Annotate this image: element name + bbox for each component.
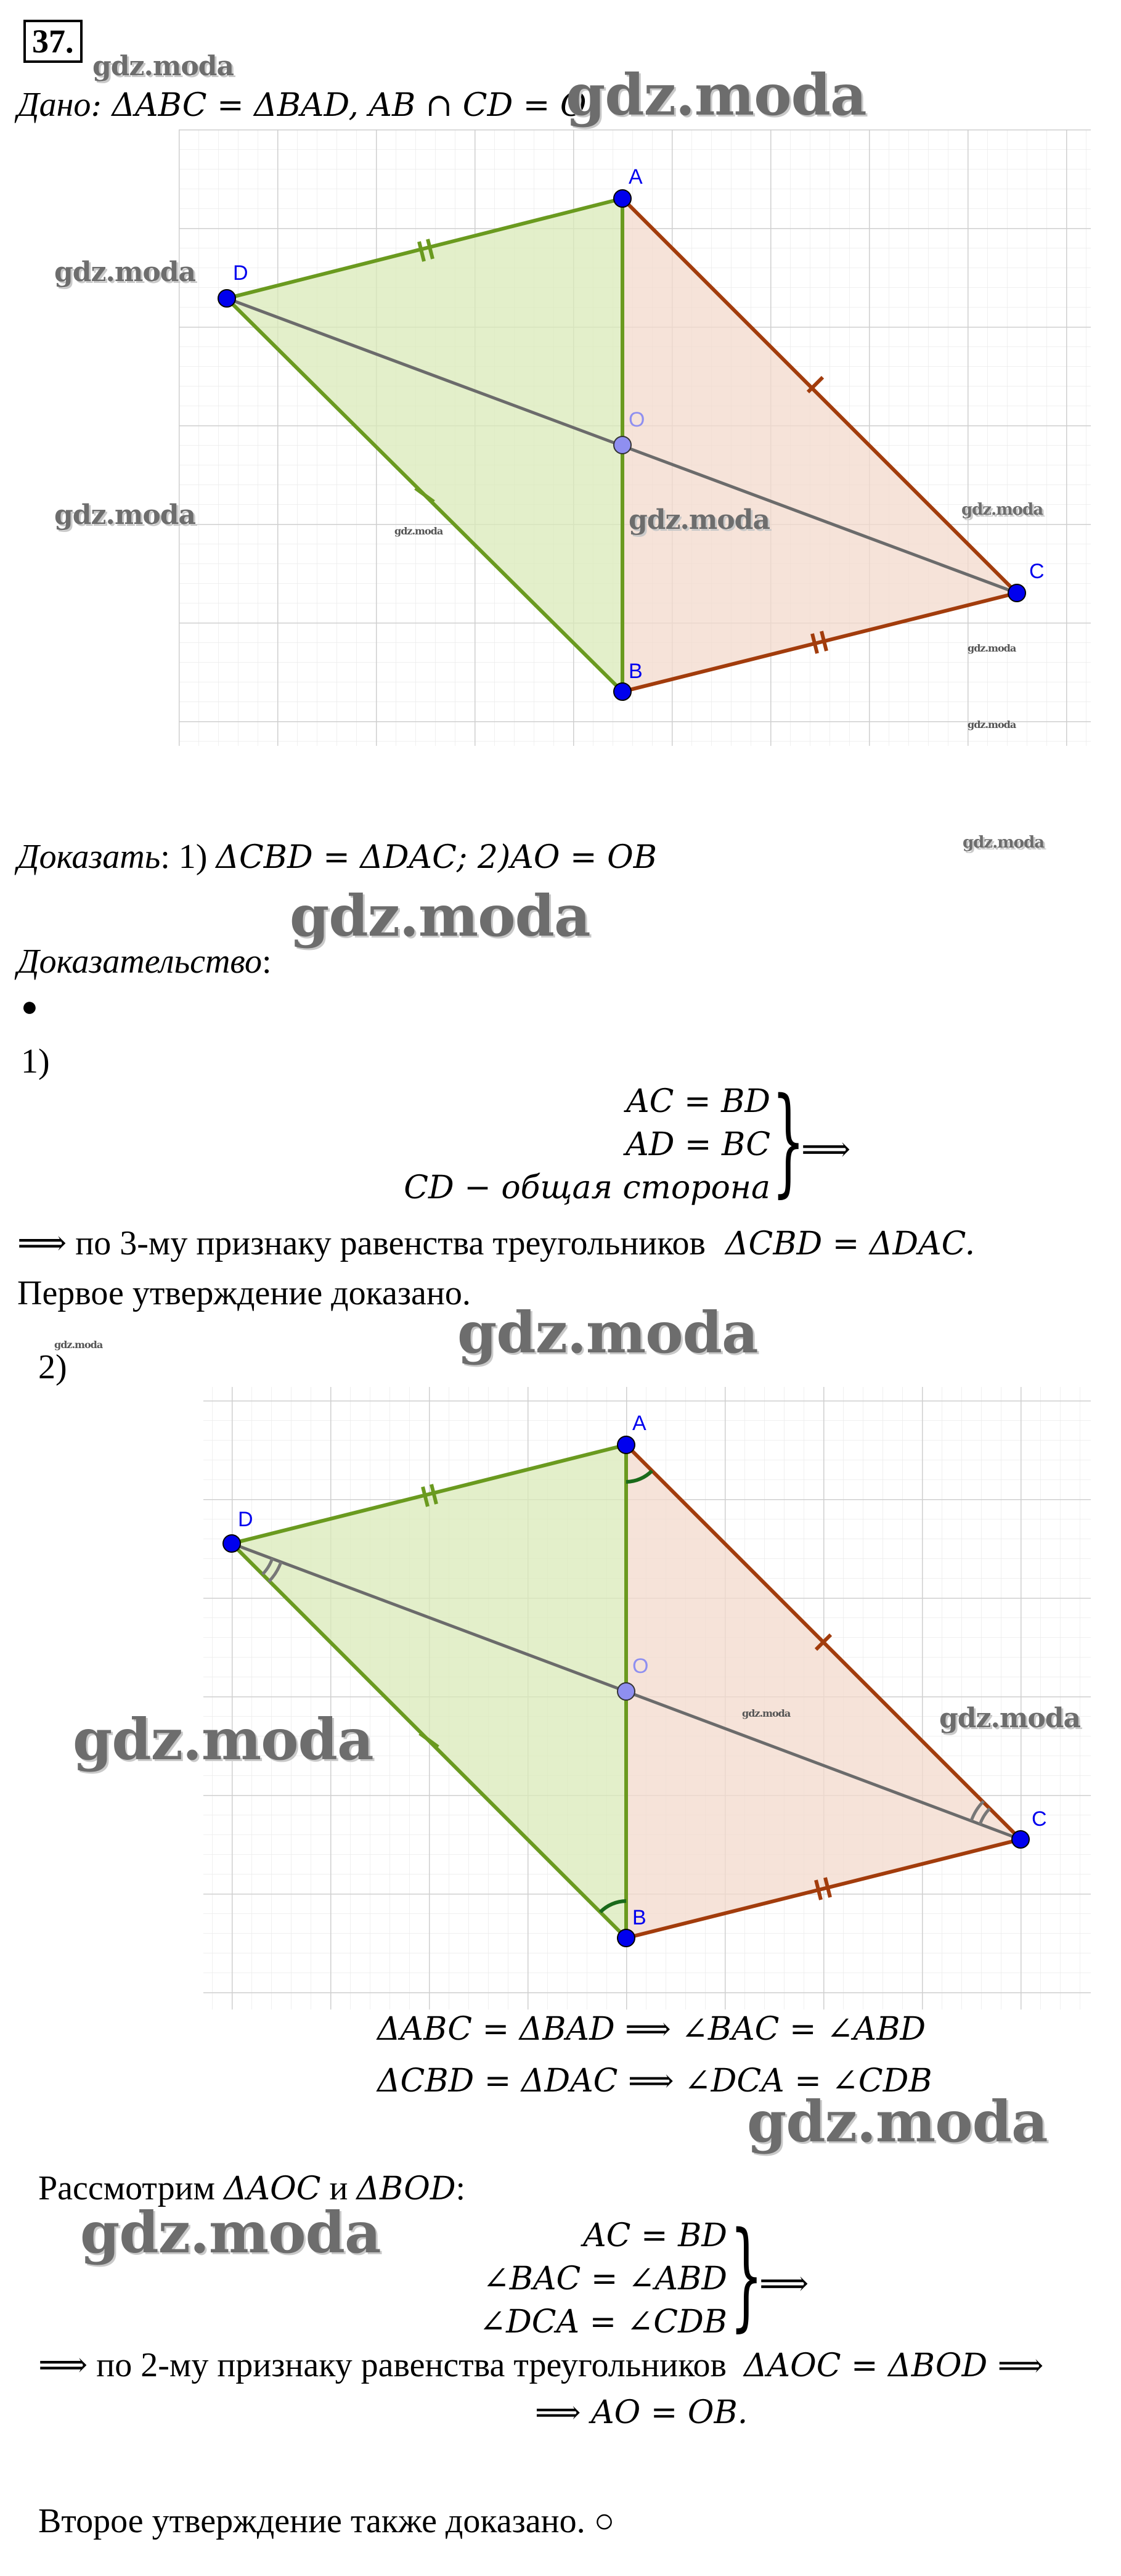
watermark: gdz.moda (54, 1339, 103, 1351)
watermark: gdz.moda (939, 1703, 1081, 1734)
consider-colon: : (455, 2169, 466, 2207)
proof-colon: : (261, 942, 272, 981)
label-d: D (233, 261, 248, 285)
part1-done: Первое утверждение доказано. (17, 1274, 471, 1312)
right-brace: } (730, 2207, 764, 2343)
prove-prefix: : 1) (160, 838, 216, 876)
part2-label: 2) (38, 1348, 67, 1386)
watermark: gdz.moda (73, 1706, 373, 1773)
watermark: gdz.moda (742, 1707, 791, 1719)
consider-prefix: Рассмотрим (38, 2169, 215, 2207)
part2-conclusion-prefix: ⟹ по 2-му признаку равенства треугольников (38, 2346, 727, 2384)
watermark: gdz.moda (566, 62, 866, 128)
point-a (618, 1436, 635, 1454)
bullet: ● (21, 991, 38, 1022)
consider-and: и (329, 2169, 348, 2207)
label-o: O (629, 408, 645, 431)
point-o (618, 1683, 635, 1700)
label-o: O (632, 1654, 649, 1678)
part1-conclusion-math: ΔCBD = ΔDAC. (725, 1225, 976, 1262)
part2-done: Второе утверждение также доказано. ○ (38, 2502, 615, 2540)
watermark: gdz.moda (457, 1299, 758, 1366)
label-a: A (629, 165, 643, 189)
consider-a: ΔAOC (223, 2170, 321, 2207)
watermark: gdz.moda (80, 2199, 381, 2266)
part2-result: ⟹ AO = OB. (535, 2394, 748, 2431)
label-b: B (629, 660, 643, 683)
right-brace: } (772, 1073, 805, 1209)
watermark: gdz.moda (747, 2088, 1048, 2155)
part2-system-line: ∠DCA = ∠CDB (479, 2304, 727, 2341)
part2-system-line: ∠BAC = ∠ABD (483, 2260, 727, 2297)
watermark: gdz.moda (92, 51, 234, 82)
watermark: gdz.moda (54, 256, 196, 288)
part2-conclusion (38, 2345, 1043, 2385)
figure-1 (179, 129, 1091, 746)
prove-text: ΔCBD = ΔDAC; 2)AO = OB (216, 839, 657, 876)
prove-label: Доказать (17, 838, 161, 876)
part2-conclusion-math: ΔAOC = ΔBOD ⟹ (744, 2347, 1044, 2384)
problem-number: 37. (23, 20, 83, 63)
point-a (614, 190, 631, 207)
proof-label: Доказательство (17, 942, 262, 981)
label-c: C (1029, 560, 1045, 583)
part2-system-line: AC = BD (583, 2217, 727, 2254)
watermark: gdz.moda (968, 642, 1016, 654)
part1-system-line: AC = BD (626, 1083, 770, 1120)
part1-system-line: CD − общая сторона (404, 1169, 770, 1206)
label-c: C (1032, 1807, 1047, 1831)
given-label: Дано (17, 86, 91, 124)
prove-line (17, 837, 657, 877)
part1-system (345, 1080, 770, 1209)
part2-line1: ΔABC = ΔBAD ⟹ ∠BAC = ∠ABD (377, 2011, 926, 2048)
part2-line2: ΔCBD = ΔDAC ⟹ ∠DCA = ∠CDB (377, 2063, 932, 2100)
given-text: : ΔABC = ΔBAD, AB ∩ CD = O (91, 87, 587, 124)
point-d (223, 1535, 240, 1552)
point-c (1012, 1831, 1029, 1848)
point-b (614, 683, 631, 700)
watermark: gdz.moda (629, 504, 770, 536)
consider-b: ΔBOD (356, 2170, 456, 2207)
watermark: gdz.moda (968, 719, 1016, 730)
watermark: gdz.moda (54, 499, 196, 531)
part1-implies: ⟹ (801, 1131, 851, 1169)
label-b: B (632, 1906, 646, 1929)
watermark: gdz.moda (961, 501, 1043, 519)
figure-2 (203, 1387, 1091, 2010)
part2-system (431, 2214, 727, 2344)
label-d: D (238, 1508, 253, 1531)
watermark: gdz.moda (394, 525, 443, 537)
point-c (1008, 584, 1025, 602)
part1-label: 1) (21, 1042, 50, 1081)
point-o (614, 436, 631, 454)
part1-conclusion (17, 1223, 975, 1263)
part2-implies: ⟹ (759, 2265, 809, 2303)
part1-conclusion-prefix: ⟹ по 3-му признаку равенства треугольников (17, 1224, 706, 1262)
given-line (17, 85, 587, 125)
watermark: gdz.moda (963, 833, 1045, 852)
label-a: A (632, 1412, 646, 1435)
part1-system-line: AD = BC (626, 1126, 770, 1163)
point-d (218, 290, 235, 307)
watermark: gdz.moda (290, 883, 590, 949)
proof-heading (17, 942, 272, 981)
point-b (618, 1929, 635, 1947)
